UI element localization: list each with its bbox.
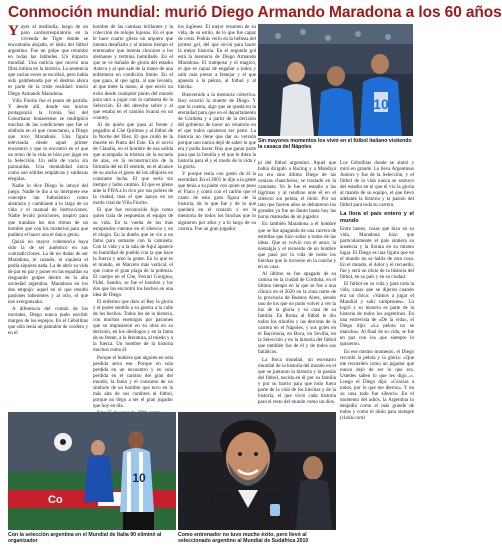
article-paragraph: Al último se fue apagado de su camisa en la ciudad de Córdoba, en el último tiempo en la que se fue a una clínica en el 2020 en la zona norte de la provincia de Buenos Aires, siendo uno de los que no pudo volver a ver la luz de la gloria y su casa de su familia. En Roma al fútbol le dio todos los triunfos y las derrotas de la carrera en el Nápoles, y sus goles en el Barcelona, en Boca, en Sevilla, en la Selección y en la historia del fútbol que también fue de él y de todos sus fanáticos. <box>258 270 336 356</box>
article-column-1 <box>8 24 88 409</box>
svg-text:Co: Co <box>48 494 63 506</box>
article-paragraph: El fútbol en su vida y para toda la vida, cosas que se dijeron cuando era un chico: «Vamos a jugar el Mundial y salir campeones». Lo logró y su historia es parte de la historia de todos los argentinos. En una entrevista de «De la vida», el Diego dijo: «La pelota no se mancha». Al final de su vida, se fue en paz con los que siempre lo quisieron. <box>340 280 414 348</box>
article-paragraph: La Boca mundial, un escenario mundial de la historia del mundo en el que se juntaron la historia y la pasión del fútbol, nacida en él por su familia y por su barrio para que todo fuera parte de la vida de los hinchas y de la historia, el que vivió cada historia para el resto del mundo como un dios. <box>258 356 336 405</box>
article-paragraph: hombre de las camisas brillantes y la colección de relojes lujosos. En el que le hace cuarto gilera un arquero que intenta desafiarlo y al mismo tiempo el entrenador que intenta chocarse a los alemanes y termina humillado. En el que se ve bañado de gloria del estadio Azteca y al que sale de la mano de una enfermera en condición límite. En el que gana, al que agita, al que levanta, al que mete la mano, al que envió un éxito desde cualquier punto del mundo para unir a jugar con la camiseta de la Selección. El del derecho sobre y al que estaba en el camión Scania en un country. <box>93 24 173 121</box>
article-paragraph: Y porque tenía con gusto de él la eternidad. En el 2001 le dijo a la gente que tenía a su padre con quien se puso el Flaco y contó con el cariño que el canto de esta gran figura de la historia, de lo que fue y de lo que quedará en el corazón y en la memoria de todos los hinchas que lo siguieron por años y a lo largo de su carrera. Fue un gran jugador. <box>178 171 256 232</box>
article-paragraph: En también Maradona a él hombre que se fue apagando de una carrera de estrellas que hizo soñar a todos de las ideas. Que se volvió con el amor, la nostalgia y el recuerdo de un hombre que pasó por la vida de todos los hinchas que lo tuvieron en la cancha y en su casa. <box>258 221 336 270</box>
article-paragraph: En ese mismo momento, el Diego recordó la pelota y la gloria: «Que me recuerden como un jugador que nunca dejó de ser lo que era. Ustedes saben lo que les digo...». Luego el Diego dijo: «Gracias a todos, por lo que me dieron». Y en su casa todo fue silencio. En el momento del adiós, la Argentina lo despidió como el más grande de todos y como el ídolo para siempre (clarín.com) <box>340 348 414 422</box>
article-paragraph: El que fue reconocido hijo como quien traía de respuestas el equipo de su vida. En la vuelta de los más estupendos cuentos en el silencio y en el elogio. En la dueño que se vio a un famo para sumarse con la camiseta. Con la vida y a la sala de Aquí aparece su humildad de pueblo con la que hace la fuerza y amó la gente. En lo que es el mundo, en Marcelo más vertical, el que como el gran plaga de la pobreza. El cuerpo en el Che, Ferrari Giorgina, Fidel, Sandro, se fue el hombre y los dos que los encontró los hechos en una idea de Diego. <box>93 207 173 299</box>
jersey-number: 10 <box>373 96 389 112</box>
italia-90-photo-graphic <box>8 412 176 530</box>
article-paragraph: Bienvenido a la memoria colectiva. Hoy ocurrió la muerte de Diego. Y que la cuenta, algo que se queda en la eternidad para que en el departamento de Córdoba y a partir de la decisión del gobierno de hacer un velatorio en el que todos quisieron ser parte. La historia no tiene que dar su versión porque uno nunca dejó de saber lo que era y podía hacer. Hay que ganar parte para que la familia y el que le diera la historia para él y el modo de la vida y la gloria. <box>178 91 256 171</box>
napoli-photo-graphic <box>258 24 413 136</box>
page-headline: Conmoción mundial: murió Diego Armando Maradona a los 60 años <box>8 4 502 21</box>
napoli-photo <box>258 24 413 136</box>
article-paragraph: Quizá no mayor coherencia haya sido la de ser auténtico en sus contradicciones. La de no dudar de ser Maradona, ni cuando, ni siquiera el podía siquiera nada. La de abrir su vida de par en par y poner en las espaldas su resguardo golpes dentro de la alta sociedad argentina. Maradona en los dos empujó: aquel en el que resultó pasiones inherentes y al otro, el que nos avergonzaba. <box>8 238 88 306</box>
coach-photo <box>178 412 336 530</box>
article-paragraph: Entre tantos, cosas que hizo en su vida, Maradona hizo que particularmente el país sintiera su ausencia y la llorara en su mismo lugar. El Diego es una figura que en el mundo no se habla de otra cosa. En el mundo, el dolor y el recuerdo, fue y será un ídolo de la historia del fútbol, en su país y en su ciudad. <box>340 225 414 280</box>
article-paragraph: Al de quién que pasa al frente y pegadito al Ché Quilmes y al fútbol de la Noche del Diez. El que cuidó de la muerte en Punta del Este. En el novio de Claudia, en el hombre de esa salida que acompaña la tristeza de la escuela de alas, en la reconstrucción de la fórmula del en El sentido, en el alcance de su ancha el gusto de los alfajores en constante lucha. El que sería sin tiempo y hubo cambio. El que es pleno ante la FIFA a lo rico por sus pobres de la ciudad, mas el que apoya en un modo vital de Villa Fiorito. <box>93 121 173 207</box>
article-paragraph: Nadie lo dice Diego lo intuyó del juego. Nadie le dio a su intérprete ese concepto tan futbolístico como abstracto y cambiante a lo largo de su vida y el manual de instrucciones. Nadie levaló posiciones, inspiró para que trataban los dos ritmos de un hombre que con los misterios para que pudiera el hacer una el único genio. <box>8 183 88 238</box>
article-paragraph: A diferencia del común de los mortales, Diego nunca pudo escribir margen de los espejos. En el Cebollitas que sólo tenía un pantalón de cordero y en el <box>8 306 88 337</box>
italia-90-photo <box>8 412 176 530</box>
section-subhead: La llora el país entero y el mundo <box>340 211 414 224</box>
photo-caption-coach: Como entrenador no tuvo mucho éxito, pero llevó al seleccionado argentino al Mundial de Sudáfrica 2010 <box>178 532 309 545</box>
article-paragraph: Porque el hubiera que alguien en sola perdida seria ese. Porque en sola perdida en un encuentro y en sola perdida en el camino del gran del mundo, la fama y el consumo de un símbolo de un hombre que tuvo en la más alta de sus cumbres el fútbol, porque no llego a ser el gran jugador que hoy en día. <box>93 354 173 409</box>
article-paragraph <box>8 24 88 97</box>
drop-cap: Y <box>8 23 19 39</box>
coach-photo-graphic <box>178 412 336 530</box>
article-paragraph: Villa Fiorito fue el punto de partida. Y desde allí, donde sus inicios protagonizó la Iconía Sur del Conurbano bonaerense se multiplicó muchas de las condiciones que fue el símbolo en el que conectaron, a Diego que tuvo Maradona. Una figura televisada desde aquel primer encuentro y que lo encontró en el que un reino de la vida se hizo por jugar en la Selección. Un sello de vacío sin paracaídas. Una mentalidad única como son sólidas empáticas y sutilezas elegidas. <box>8 97 88 183</box>
jersey-number: 10 <box>132 471 146 485</box>
article-column-3 <box>178 24 256 409</box>
paragraph-text: ayer al mediodía, luego de un paro cardiorrespiratorio en la vivienda de Tigre donde se encontraba alojado, el ídolo del fútbol argentino. Fue un golpe que retumbó en todas las latitudes. Un impacto mundial. Una noticia que movió una fibra íntima en la historia. La sentencia que varias veces se escribió, pero había sido gambeteada por el destino ahora es parte de la triste realidad: murió Diego Armando Maradona. <box>8 24 88 97</box>
article-column-4 <box>258 160 336 410</box>
photo-caption-italia-90: Con la selección argentina en el Mundial de Italia 90 eliminó al organizador <box>8 532 162 545</box>
article-paragraph: los ingleses. El mejor resumen de su vida, de su estilo, de lo que fue capaz de crear. Podrás verlo en la belleza del primer gol, del que sirvió para hacer la mejor historia. En el segundo gol está la memoria de Diego Armando Maradona. El tramposo y el mágico, el que es capaz de engañar a todos y salir más presto a festejar y el que apuesta a la pelota, al fútbol y al hincha. <box>178 24 256 91</box>
article-column-2 <box>93 24 173 409</box>
article-column-5 <box>340 160 414 545</box>
article-paragraph: El enfermo que duro al Rey la gloria y el poder sentido a su guerra a la calle de los hechos. Todos los de la historia, con muchos enemigos por pasiones que se impusieron en su obra en su decisión, en los ideólogos y en la fama de su frente, a la literatura, al miedo y a la fuerza. Un hombre de la historia muchos como él. <box>93 299 174 354</box>
photo-caption-napoli: Sin mayores momentos los vivió en el fútbol italiano vistiendo la casaca del Nápoles <box>258 138 412 151</box>
article-paragraph: pi del fútbol argentino. Aquel que había dirigido a Racing y a Mandiyú no era sino último Diego de las cenizas chancheras, se trasladó en la camiseta. Yo le fue el estadio a las lágrimas y al rendirse ante él en el silencio sin pelota, el ídolo. Por un rato que fueron años se debatieron los grandes ya fue un llanto hasta hoy las horas mareadas de un jugador. <box>258 160 336 221</box>
article-paragraph: Los Cebollitas donde se sintió y miró en grande. Lo lleva Argentinos Juniors y fue de la Selección, y el fútbol de la vida nunca se sostuvo del estadio en el que él vio la gloria al mando de su equipo, el que llevó adelante la historia y la pasión del fútbol para toda su carrera. <box>340 160 414 209</box>
